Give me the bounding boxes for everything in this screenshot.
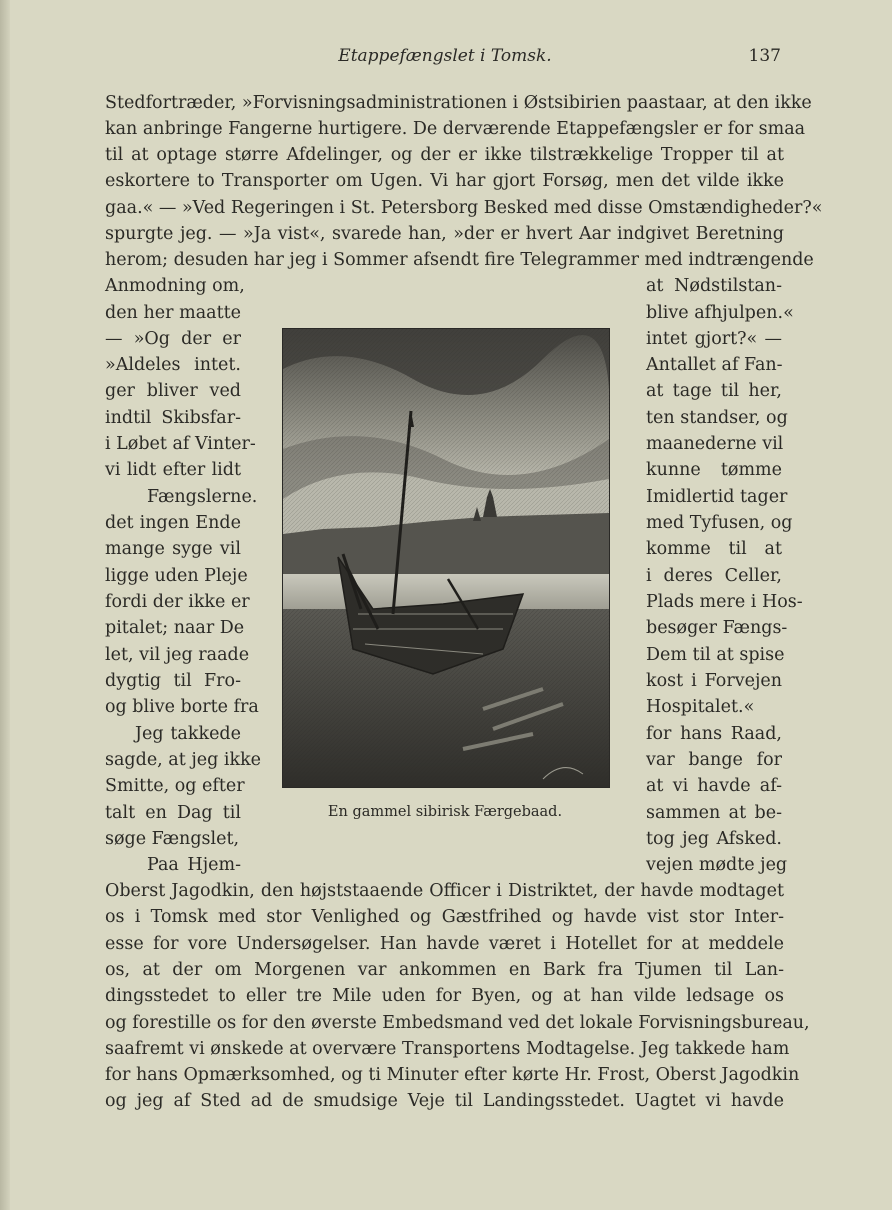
text-line: mange syge vil xyxy=(105,539,241,559)
text-line: det ingen Ende xyxy=(105,513,241,533)
text-line: sagde, at jeg ikke xyxy=(105,750,262,770)
text-line: for hans Raad, xyxy=(646,724,782,744)
text-line: i deres Celler, xyxy=(646,566,782,586)
text-line: for hans Opmærksomhed, og ti Minuter efter kørte Hr. Frost, Oberst Jagodkin xyxy=(105,1065,800,1085)
figure-caption: En gammel sibirisk Færgebaad. xyxy=(327,804,563,820)
text-line: dygtig til Fro- xyxy=(105,671,241,691)
text-line: Stedfortræder, »Forvisningsadministrationen i Østsibirien paastaar, at den ikke xyxy=(105,93,812,113)
text-line: gaa.« — »Ved Regeringen i St. Petersborg Besked med disse Omstændigheder?« xyxy=(105,198,823,218)
text-line: og jeg af Sted ad de smudsige Veje til Landingsstedet. Uagtet vi havde xyxy=(105,1091,784,1111)
text-line: blive afhjulpen.« xyxy=(646,303,794,323)
text-line: saafremt vi ønskede at overvære Transportens Modtagelse. Jeg takkede ham xyxy=(105,1039,790,1059)
text-line: søge Fængslet, xyxy=(105,829,240,849)
text-line: spurgte jeg. — »Ja vist«, svarede han, »der er hvert Aar indgivet Beretning xyxy=(105,224,784,244)
text-line: og forestille os for den øverste Embedsmand ved det lokale Forvisningsbureau, xyxy=(105,1013,810,1033)
text-line: ligge uden Pleje xyxy=(105,566,248,586)
text-line: at tage til her, xyxy=(646,381,782,401)
text-line: Paa Hjem- xyxy=(147,855,241,875)
text-line: — »Og der er xyxy=(105,329,241,349)
page-edge xyxy=(0,0,10,1210)
running-title: Etappefængslet i Tomsk. xyxy=(338,46,552,66)
text-line: herom; desuden har jeg i Sommer afsendt fire Telegrammer med indtrængende xyxy=(105,250,814,270)
text-line: at vi havde af- xyxy=(646,776,782,796)
text-line: talt en Dag til xyxy=(105,803,241,823)
text-line: fordi der ikke er xyxy=(105,592,250,612)
text-line: med Tyfusen, og xyxy=(646,513,793,533)
text-line: Jeg takkede xyxy=(135,724,241,744)
text-line: Smitte, og efter xyxy=(105,776,245,796)
text-line: og blive borte fra xyxy=(105,697,259,717)
text-line: let, vil jeg raade xyxy=(105,645,250,665)
text-line: kost i Forvejen xyxy=(646,671,782,691)
text-line: intet gjort?« — xyxy=(646,329,782,349)
text-line: var bange for xyxy=(646,750,782,770)
text-line: eskortere to Transporter om Ugen. Vi har gjort Forsøg, men det vilde ikke xyxy=(105,171,784,191)
text-line: at Nødstilstan- xyxy=(646,276,782,296)
text-line: til at optage større Afdelinger, og der er ikke tilstrækkelige Tropper til at xyxy=(105,145,784,165)
text-line: tog jeg Afsked. xyxy=(646,829,782,849)
text-line: »Aldeles intet. xyxy=(105,355,241,375)
text-line: esse for vore Undersøgelser. Han havde været i Hotellet for at meddele xyxy=(105,934,784,954)
text-line: pitalet; naar De xyxy=(105,618,245,638)
text-line: Dem til at spise xyxy=(646,645,785,665)
text-line: den her maatte xyxy=(105,303,241,323)
page-header xyxy=(105,46,785,72)
text-line: Antallet af Fan- xyxy=(646,355,783,375)
text-line: kan anbringe Fangerne hurtigere. De derværende Etappefængsler er for smaa xyxy=(105,119,806,139)
text-line: os i Tomsk med stor Venlighed og Gæstfrihed og havde vist stor Inter- xyxy=(105,907,784,927)
text-line: ten standser, og xyxy=(646,408,788,428)
text-line: Anmodning om, xyxy=(105,276,245,296)
text-line: vejen mødte jeg xyxy=(646,855,788,875)
engraving-drawing xyxy=(283,329,609,787)
text-line: Oberst Jagodkin, den højststaaende Officer i Distriktet, der havde modtaget xyxy=(105,881,784,901)
text-line: Hospitalet.« xyxy=(646,697,755,717)
text-line: dingsstedet to eller tre Mile uden for Byen, og at han vilde ledsage os xyxy=(105,986,784,1006)
text-line: vi lidt efter lidt xyxy=(105,460,241,480)
text-line: Plads mere i Hos- xyxy=(646,592,803,612)
text-line: os, at der om Morgenen var ankommen en Bark fra Tjumen til Lan- xyxy=(105,960,784,980)
text-line: sammen at be- xyxy=(646,803,782,823)
text-line: komme til at xyxy=(646,539,782,559)
ferry-boat-illustration xyxy=(282,328,610,788)
text-line: kunne tømme xyxy=(646,460,782,480)
text-line: i Løbet af Vinter- xyxy=(105,434,256,454)
text-line: maanederne vil xyxy=(646,434,784,454)
text-line: ger bliver ved xyxy=(105,381,241,401)
page-number: 137 xyxy=(748,46,781,66)
text-line: Imidlertid tager xyxy=(646,487,788,507)
text-line: besøger Fængs- xyxy=(646,618,788,638)
text-line: Fængslerne. xyxy=(147,487,258,507)
text-line: indtil Skibsfar- xyxy=(105,408,241,428)
